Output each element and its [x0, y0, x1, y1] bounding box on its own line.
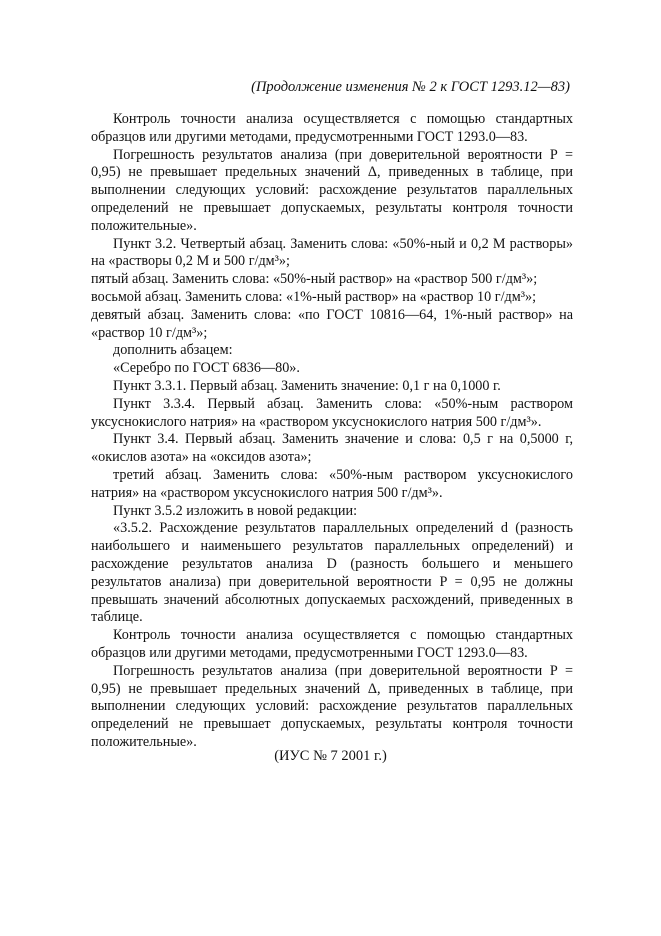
paragraph-add-abzats: дополнить абзацем:: [113, 342, 233, 359]
paragraph-item-3-4: Пункт 3.4. Первый абзац. Заменить значение и слова: 0,5 г на 0,5000 г, «окислов азота» на «оксидов азота»;: [91, 431, 573, 466]
paragraph-accuracy-control-2: Контроль точности анализа осуществляется с помощью стандартных образцов или другими методами, предусмотренными ГОСТ 1293.0—83.: [91, 627, 573, 661]
paragraph-silver: «Серебро по ГОСТ 6836—80».: [113, 360, 300, 377]
paragraph-3-5-2-text: «3.5.2. Расхождение результатов параллельных определений d (разность наибольшего и наименьшего результатов параллельных определений) и расхождение результатов анализа D (разность большего и меньшего результатов анализа) при доверительной вероятности P = 0,95 не должны превышать значений абсолютных допускаемых расхождений, приведенных в таблице.: [91, 520, 573, 626]
paragraph-third-abzats: третий абзац. Заменить слова: «50%-ным раствором уксуснокислого натрия» на «раствором уксуснокислого натрия 500 г/дм³».: [91, 466, 573, 501]
page-footer: (ИУС № 7 2001 г.): [274, 748, 387, 764]
paragraph-accuracy-control-1: Контроль точности анализа осуществляется с помощью стандартных образцов или другими методами, предусмотренными ГОСТ 1293.0—83.: [91, 111, 573, 145]
paragraph-item-3-3-1: Пункт 3.3.1. Первый абзац. Заменить значение: 0,1 г на 0,1000 г.: [113, 377, 501, 394]
paragraph-error-2: Погрешность результатов анализа (при доверительной вероятности P = 0,95) не превышает предельных значений Δ, приведенных в таблице, при выполнении следующих условий: расхождение результатов параллельных определений не превышает допускаемых, результаты контроля точности положительные».: [91, 662, 573, 750]
paragraph-error-1: Погрешность результатов анализа (при доверительной вероятности P = 0,95) не превышает предельных значений Δ, приведенных в таблице, при выполнении следующих условий: расхождение результатов параллельных определений не превышает допускаемых, результаты контроля точности положительные».: [91, 146, 573, 234]
document-body: [91, 111, 573, 752]
paragraph-item-3-3-4: Пункт 3.3.4. Первый абзац. Заменить слова: «50%-ным раствором уксуснокислого натрия» на «раствором уксуснокислого натрия 500 г/дм³».: [91, 395, 573, 430]
page-header: (Продолжение изменения № 2 к ГОСТ 1293.12—83): [251, 79, 570, 95]
paragraph-eighth-abzats: восьмой абзац. Заменить слова: «1%-ный раствор» на «раствор 10 г/дм³»;: [91, 288, 537, 305]
paragraph-item-3-2: Пункт 3.2. Четвертый абзац. Заменить слова: «50%-ный и 0,2 М растворы» на «растворы 0,2 М и 500 г/дм³»;: [91, 235, 573, 270]
paragraph-item-3-5-2: Пункт 3.5.2 изложить в новой редакции:: [113, 502, 358, 519]
paragraph-fifth-abzats: пятый абзац. Заменить слова: «50%-ный раствор» на «раствор 500 г/дм³»;: [91, 271, 538, 288]
paragraph-ninth-abzats: девятый абзац. Заменить слова: «по ГОСТ 10816—64, 1%-ный раствор» на «раствор 10 г/дм³»;: [91, 306, 573, 341]
